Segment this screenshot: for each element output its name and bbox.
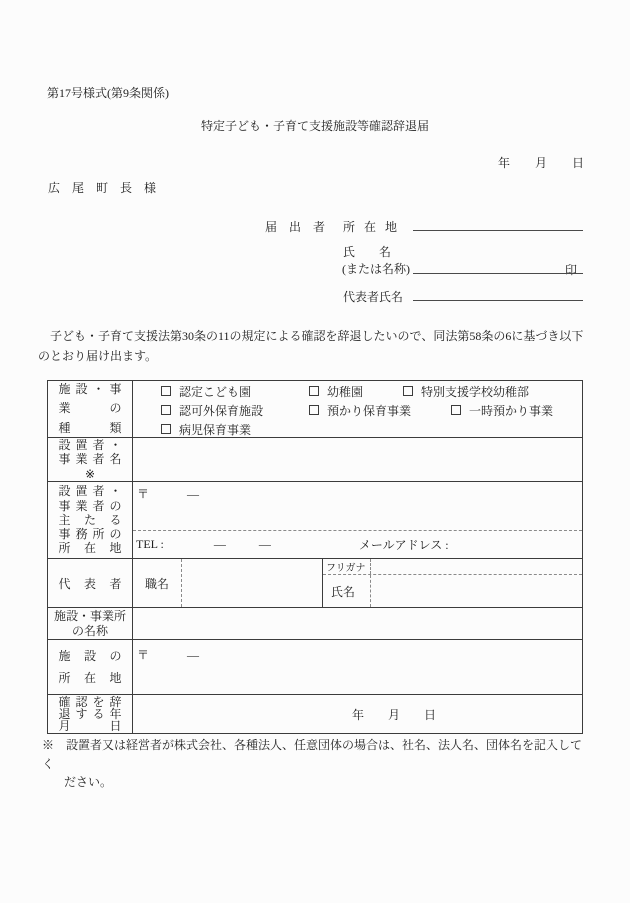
row-facility-address [48,640,582,695]
applicant-address-label: 所 在 地 [343,220,398,234]
checkbox-label: 預かり保育事業 [327,403,412,418]
facility-address-cell[interactable] [133,640,582,694]
header-line: 施設・事業所 [53,608,126,623]
checkbox-icon [309,405,319,415]
operator-office-cell [133,482,582,558]
date-year-label: 年 [498,156,511,170]
checkbox-label: 特別支援学校幼稚部 [421,384,530,399]
postal-dash: ― [187,487,200,501]
date-line [498,154,584,171]
header-line: 設置者・ [58,484,122,499]
row-decline-date [48,695,582,733]
footnote-line-2: ださい。 [64,775,113,789]
header-line: 月日 [58,719,122,734]
operator-office-address-area[interactable] [133,482,582,530]
body-paragraph [38,327,590,366]
job-title-label: 職名 [133,559,182,607]
decline-date-header [48,695,133,733]
tel-dash: ― [258,536,271,551]
checkbox-icon [161,386,171,396]
operator-office-contact-area[interactable] [133,530,582,557]
decline-date-cell[interactable] [133,695,582,733]
checkbox-sick-child-care[interactable] [161,422,251,436]
header-line: 確認を辞 [58,694,122,709]
name-row [323,575,582,607]
footnote [42,736,590,792]
operator-name-header [48,438,133,481]
postal-mark: 〒 [137,648,150,662]
row-facility-name [48,608,582,640]
facility-type-header [48,381,133,437]
checkbox-kindergarten[interactable] [309,384,363,398]
footnote-line-1: ※ 設置者又は経営者が株式会社、各種法人、任意団体の場合は、社名、法人名、団体名を記入してく [42,738,583,771]
checkbox-icon [309,386,319,396]
header-line: 業の [58,401,122,416]
header-line: 所在地 [58,541,122,556]
row-representative [48,559,582,608]
checkbox-azukari-childcare[interactable] [309,403,411,417]
header-line: 施設の [58,649,122,663]
representative-cell [133,559,582,607]
applicant-name-label: 氏 名 [343,245,392,259]
name-label: 氏名 [323,575,371,607]
checkbox-label: 認定こども園 [179,384,252,399]
checkbox-label: 幼稚園 [327,384,364,399]
email-label: メールアドレス : [358,537,449,552]
postal-mark: 〒 [137,487,150,501]
representative-name-section [323,559,582,607]
facility-address-header [48,640,133,694]
applicant-address-input-line[interactable] [413,230,583,231]
form-number: 第17号様式(第9条関係) [47,86,169,100]
checkbox-special-needs-school-kindergarten[interactable] [403,384,529,398]
header-line: ※ [84,466,96,481]
representative-header [48,559,133,607]
checkbox-unlicensed-childcare[interactable] [161,403,263,417]
seal-mark: 印 [565,263,578,277]
representative-job-section [133,559,323,607]
date-month-label: 月 [535,156,548,170]
furigana-label: フリガナ [323,559,371,574]
checkbox-icon [161,405,171,415]
applicant-name-alt-label: (または名称) [342,262,410,276]
header-line: 種類 [58,420,122,435]
row-operator-office [48,482,582,559]
page-title: 特定子ども・子育て支援施設等確認辞退届 [200,119,429,133]
applicant-label: 届 出 者 [265,220,326,234]
header-line: の名称 [71,623,108,638]
checkbox-icon [161,424,171,434]
body-line-2: のとおり届け出ます。 [38,348,158,363]
decline-date-value: 年 月 日 [352,707,437,722]
operator-name-cell[interactable] [133,438,582,481]
addressee: 広 尾 町 長 様 [48,181,157,195]
header-line: 事業者名 [58,452,122,467]
postal-dash: ― [187,648,200,662]
checkbox-certified-kodomoen[interactable] [161,384,251,398]
facility-name-cell[interactable] [133,608,582,639]
row-operator-name [48,438,582,482]
checkbox-label: 一時預かり事業 [469,403,554,418]
operator-office-header [48,482,133,558]
row-facility-type [48,381,582,438]
tel-label: TEL : [136,536,164,551]
job-title-input-area[interactable] [182,559,322,607]
facility-type-cell [133,381,582,437]
applicant-rep-input-line[interactable] [413,300,583,301]
header-line: 主たる [58,512,122,527]
facility-name-header [48,608,133,639]
checkbox-label: 認可外保育施設 [179,403,264,418]
furigana-row [323,559,582,575]
applicant-rep-label: 代表者氏名 [343,290,404,304]
body-line-1: 子ども・子育て支援法第30条の11の規定による確認を辞退したいので、同法第58条の6に基づき以下 [38,329,584,343]
header-line: 事務所の [58,527,122,542]
header-line: 事業者の [58,498,122,513]
date-day-label: 日 [572,156,585,170]
header-line: 退する年 [58,706,122,721]
applicant-name-input-line[interactable] [413,273,583,274]
form-table [47,380,583,734]
checkbox-temporary-care[interactable] [451,403,553,417]
header-line: 施設・事 [58,381,122,396]
checkbox-label: 病児保育事業 [179,422,252,437]
header-line: 代表者 [58,576,122,591]
name-input-area[interactable] [371,575,582,607]
furigana-input-area[interactable] [371,559,582,574]
checkbox-icon [451,405,461,415]
checkbox-icon [403,386,413,396]
header-line: 設置者・ [58,437,122,452]
tel-dash: ― [213,536,226,551]
header-line: 所在地 [58,671,122,685]
